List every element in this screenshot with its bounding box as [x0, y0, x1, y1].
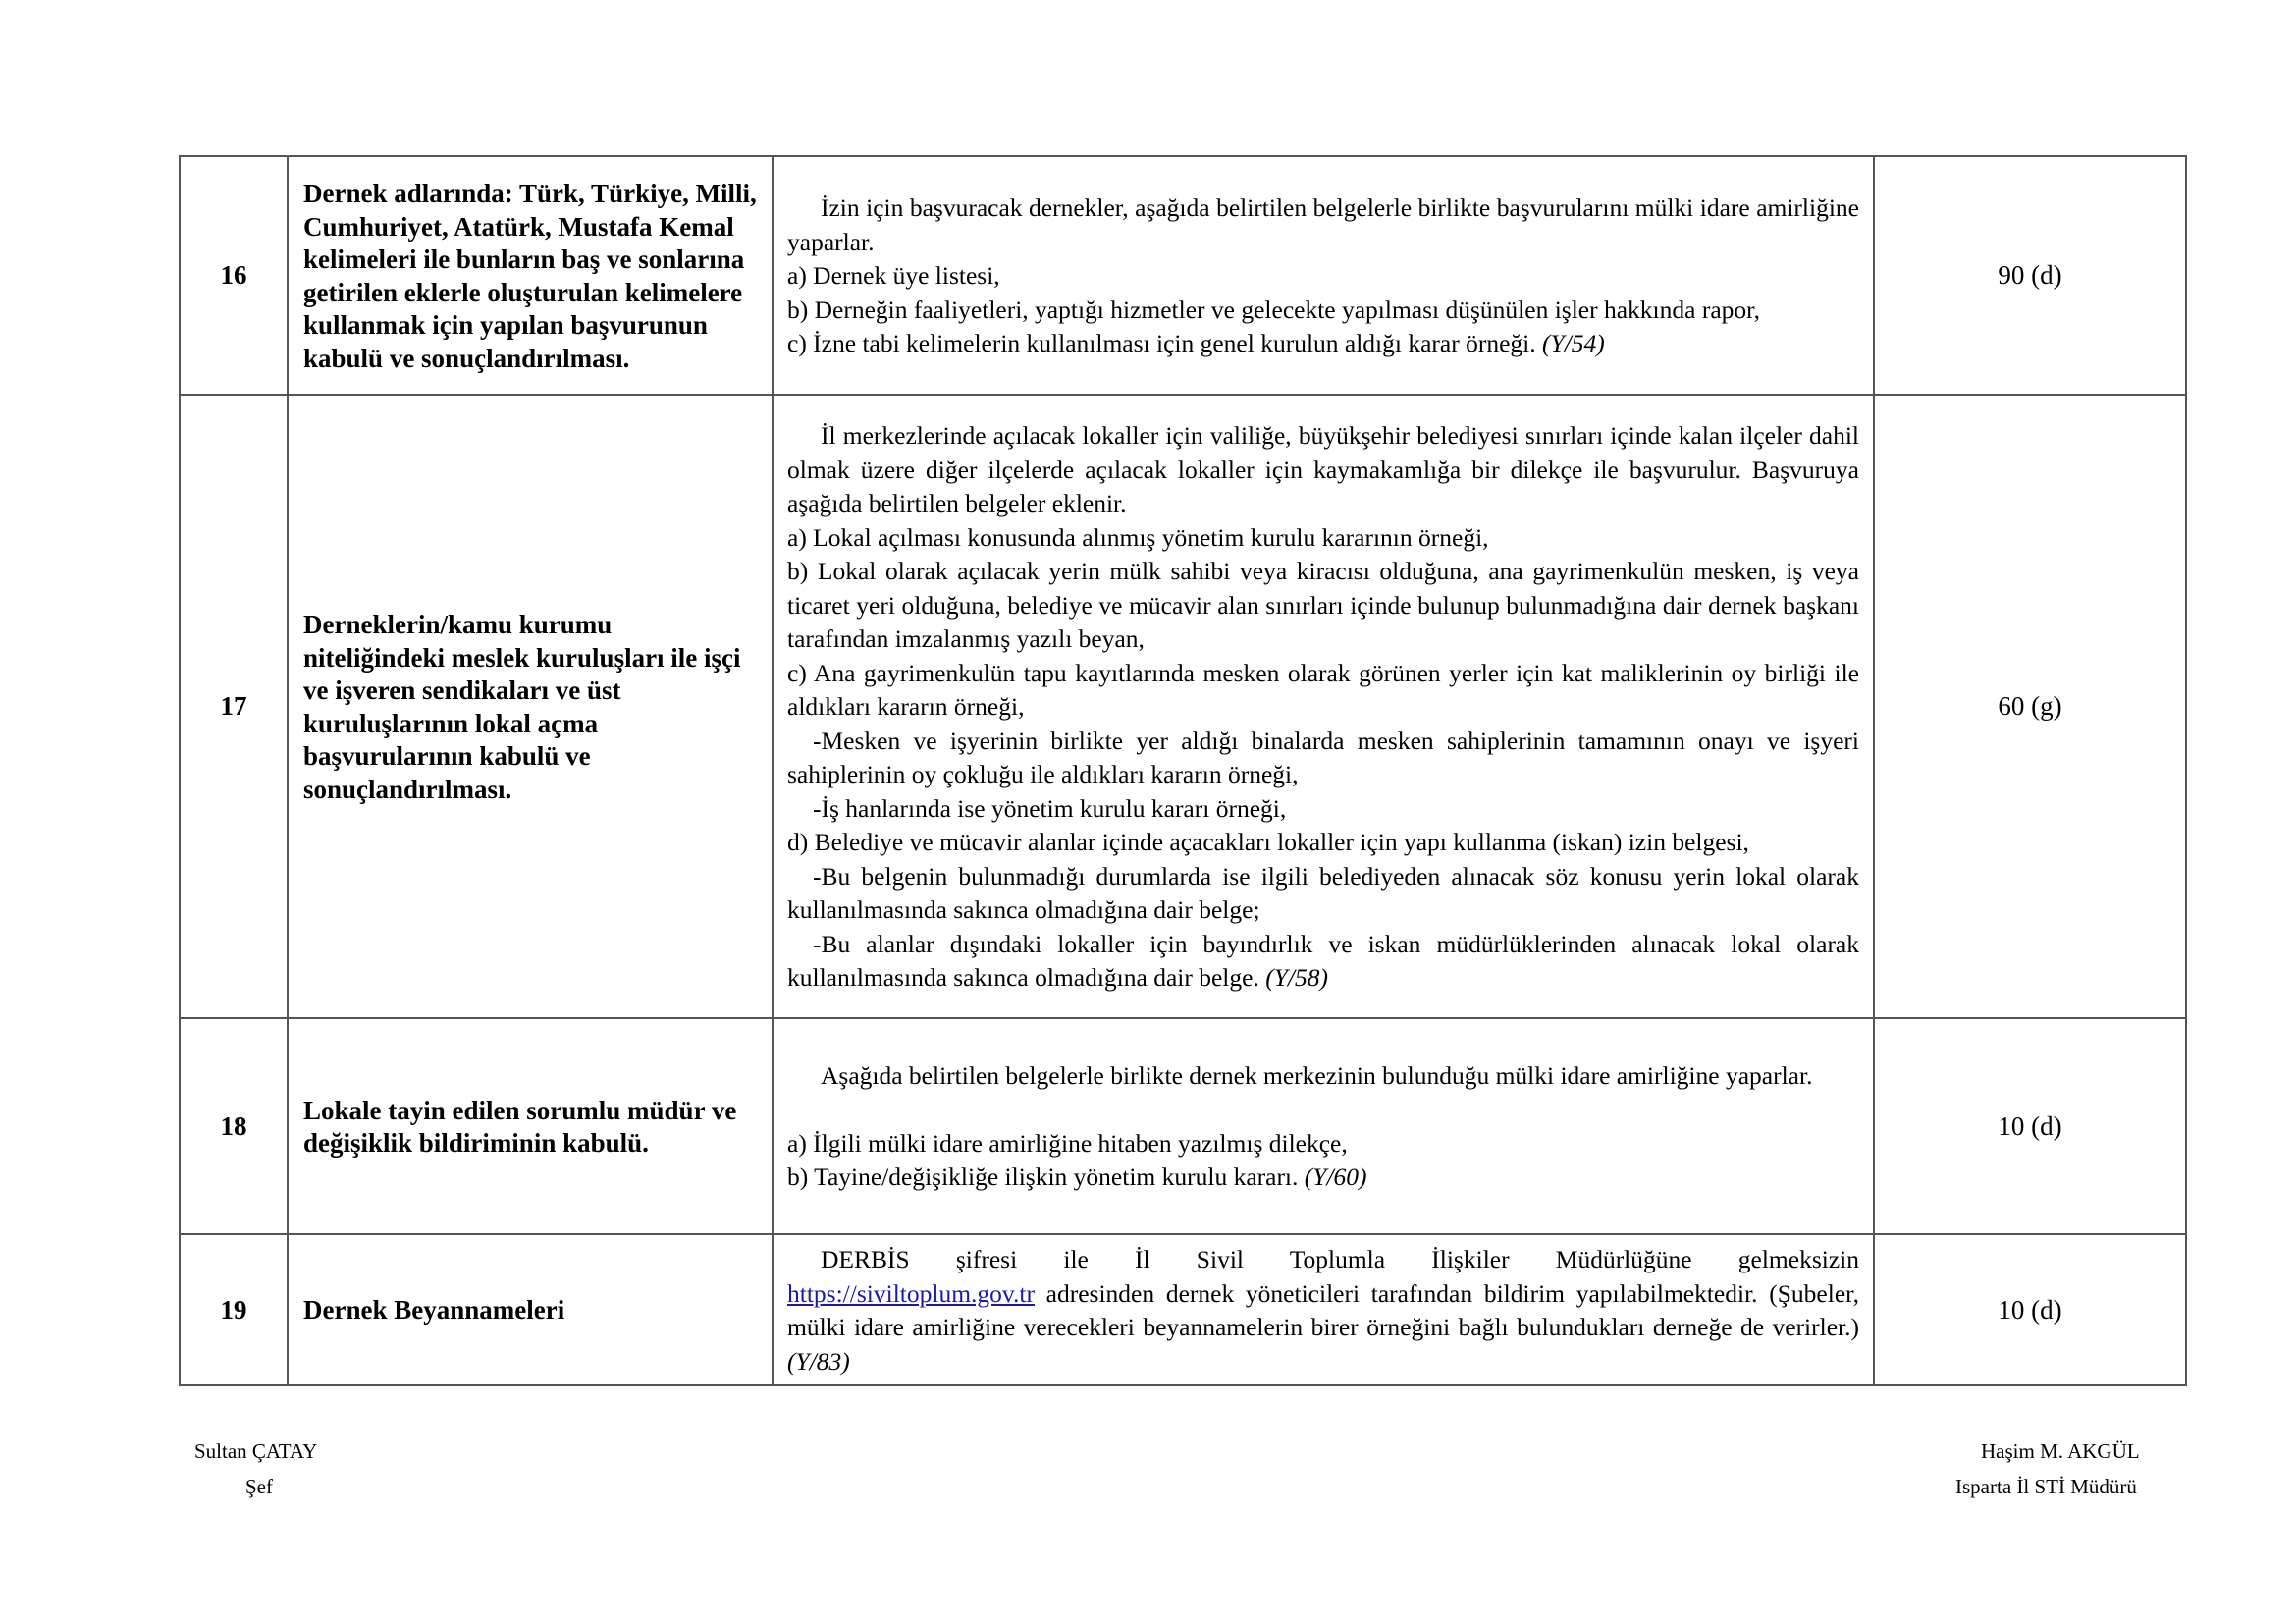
- service-name: Dernek Beyannameleri: [288, 1234, 773, 1385]
- docs-item-b: b) Derneğin faaliyetleri, yaptığı hizmetler ve gelecekte yapılması düşünülen işler hakkında rapor,: [787, 295, 1760, 324]
- docs-item-c: c) Ana gayrimenkulün tapu kayıtlarında mesken olarak görünen yerler için kat maliklerinin oy birliği ile aldıkları kararın örneği,: [787, 658, 1859, 722]
- completion-time: 60 (g): [1874, 395, 2186, 1018]
- docs-item-d-sub2: [787, 928, 1859, 996]
- docs-item-c: [787, 327, 1859, 361]
- table-row: [180, 156, 2186, 395]
- docs-item-d: d) Belediye ve mücavir alanlar içinde açacakları lokaller için yapı kullanma (iskan) izin belgesi,: [787, 828, 1749, 857]
- law-reference: (Y/83): [787, 1346, 850, 1376]
- docs-item-b: [787, 1161, 1859, 1195]
- docs-item-a: a) Lokal açılması konusunda alınmış yönetim kurulu kararının örneği,: [787, 522, 1489, 552]
- docs-item-c-text: c) İzne tabi kelimelerin kullanılması için genel kurulun aldığı karar örneği.: [787, 329, 1536, 358]
- service-name: Lokale tayin edilen sorumlu müdür ve değişiklik bildiriminin kabulü.: [288, 1018, 773, 1234]
- docs-item-b-text: b) Tayine/değişikliğe ilişkin yönetim kurulu kararı.: [787, 1163, 1299, 1192]
- docs-intro: İzin için başvuracak dernekler, aşağıda belirtilen belgelerle birlikte başvurularını mülki idare amirliğine yaparlar.: [787, 193, 1859, 256]
- docs-item-c-sub2: -İş hanlarında ise yönetim kurulu kararı örneği,: [813, 793, 1287, 823]
- required-documents: [773, 156, 1874, 395]
- spacer: [787, 1094, 1859, 1127]
- docs-item-a: a) Dernek üye listesi,: [787, 261, 1000, 291]
- completion-time: 90 (d): [1874, 156, 2186, 395]
- left-signature-title: Şef: [245, 1475, 273, 1498]
- row-number: 16: [180, 156, 288, 395]
- row-number: 19: [180, 1234, 288, 1385]
- services-table: [179, 155, 2187, 1386]
- right-signature-title: Isparta İl STİ Müdürü: [1955, 1475, 2137, 1498]
- docs-intro: İl merkezlerinde açılacak lokaller için valiliğe, büyükşehir belediyesi sınırları içinde kalan ilçeler dahil olmak üzere diğer ilçelerde açılacak lokaller için kaymakamlığa bir dilekçe ile başvurulur. Başvuruya aşağıda belirtilen belgeler eklenir.: [787, 421, 1859, 518]
- service-name: Dernek adlarında: Türk, Türkiye, Milli, Cumhuriyet, Atatürk, Mustafa Kemal kelimeleri ile bunların baş ve sonlarına getirilen eklerle oluşturulan kelimelere kullanmak için yapılan başvurunun kabulü ve sonuçlandırılması.: [288, 156, 773, 395]
- law-reference: (Y/54): [1541, 329, 1605, 358]
- right-signature-name: Haşim M. AKGÜL: [1981, 1439, 2140, 1463]
- docs-item-d-sub2-text: -Bu alanlar dışındaki lokaller için bayındırlık ve iskan müdürlüklerinden alınacak lokal olarak kullanılmasında sakınca olmadığına dair belge.: [787, 929, 1859, 993]
- law-reference: (Y/60): [1304, 1163, 1367, 1192]
- docs-intro-continued: [787, 1277, 1859, 1380]
- law-reference: (Y/58): [1265, 963, 1328, 993]
- completion-time: 10 (d): [1874, 1234, 2186, 1385]
- completion-time: 10 (d): [1874, 1018, 2186, 1234]
- docs-item-a: a) İlgili mülki idare amirliğine hitaben yazılmış dilekçe,: [787, 1128, 1348, 1158]
- left-signature-name: Sultan ÇATAY: [194, 1439, 318, 1463]
- docs-intro: DERBİS şifresi ile İl Sivil Toplumla İlişkiler Müdürlüğüne gelmeksizin: [821, 1245, 1859, 1273]
- table-row: [180, 1018, 2186, 1234]
- docs-intro-rest: adresinden dernek yöneticileri tarafından bildirim yapılabilmektedir. (Şubeler, mülki idare amirliğine verecekleri beyannamelerin birer örneğini bağlı bulundukları derneğe de verirler.): [787, 1278, 1859, 1341]
- required-documents: [773, 1018, 1874, 1234]
- service-name: Derneklerin/kamu kurumu niteliğindeki meslek kuruluşları ile işçi ve işveren sendikaları ve üst kuruluşlarının lokal açma başvurularının kabulü ve sonuçlandırılması.: [288, 395, 773, 1018]
- docs-item-b: b) Lokal olarak açılacak yerin mülk sahibi veya kiracısı olduğuna, ana gayrimenkulün mesken, iş veya ticaret yeri olduğuna, belediye ve mücavir alan sınırları içinde bulunup bulunmadığına dair dernek başkanı tarafından imzalanmış yazılı beyan,: [787, 557, 1859, 654]
- required-documents: [773, 395, 1874, 1018]
- docs-item-d-sub1: -Bu belgenin bulunmadığı durumlarda ise ilgili belediyeden alınacak söz konusu yerin lokal olarak kullanılmasında sakınca olmadığına dair belge;: [787, 861, 1859, 925]
- row-number: 18: [180, 1018, 288, 1234]
- row-number: 17: [180, 395, 288, 1018]
- required-documents: [773, 1234, 1874, 1385]
- table-row: [180, 1234, 2186, 1385]
- docs-item-c-sub1: -Mesken ve işyerinin birlikte yer aldığı binalarda mesken sahiplerinin tamamının onayı ve işyeri sahiplerinin oy çokluğu ile aldıkları kararın örneği,: [787, 726, 1859, 789]
- docs-intro: Aşağıda belirtilen belgelerle birlikte dernek merkezinin bulunduğu mülki idare amirliğine yaparlar.: [821, 1061, 1813, 1091]
- table-row: [180, 395, 2186, 1018]
- siviltoplum-link[interactable]: https://siviltoplum.gov.tr: [787, 1278, 1035, 1308]
